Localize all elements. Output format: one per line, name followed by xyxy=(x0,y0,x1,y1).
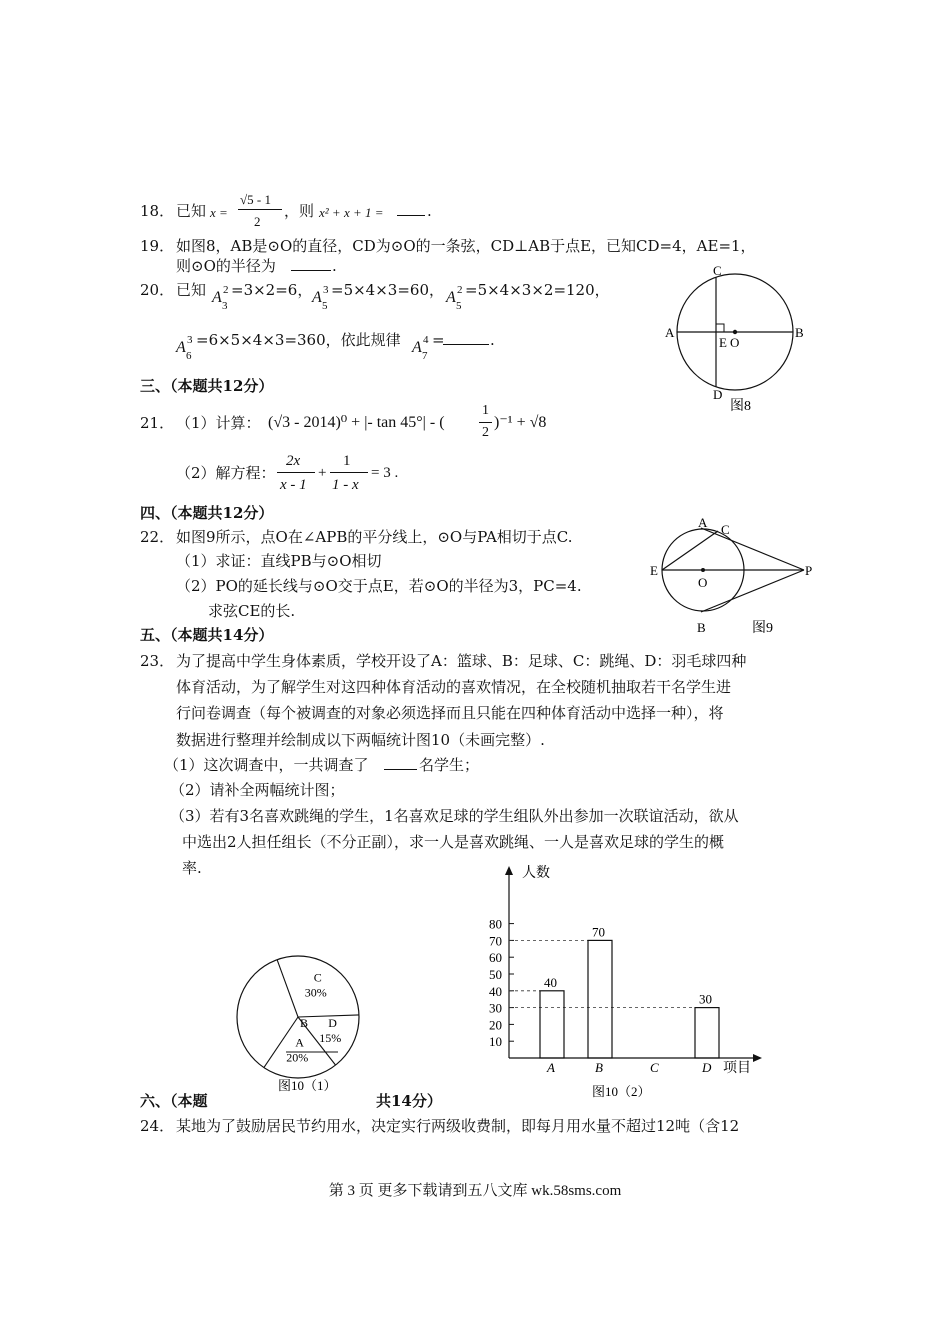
q22-part2-cont: 求弦CE的长. xyxy=(208,602,296,620)
section-5-title: 五、（本题共14分） xyxy=(140,626,274,644)
fig9-label-e: E xyxy=(650,563,658,578)
q20-a2-sub: 5 xyxy=(322,300,328,312)
bar-b xyxy=(588,940,612,1058)
q18-expression: x² + x + 1 = xyxy=(319,205,384,220)
q18-text-b: ，则 xyxy=(284,202,315,220)
fig8-caption: 图8 xyxy=(730,399,751,414)
bar-chart xyxy=(480,858,780,1103)
fig8-right-angle-mark xyxy=(716,324,724,332)
section-3-title: 三、（本题共12分） xyxy=(140,377,274,395)
q21-frac2-bar xyxy=(330,472,368,473)
bar-category-b: B xyxy=(595,1060,603,1075)
fig9-label-b: B xyxy=(697,620,706,635)
q20-term4: =6×5×4×3=360，依此规律 xyxy=(196,331,401,349)
fig9-label-a: A xyxy=(698,515,708,530)
q20-a1-sup: 2 xyxy=(223,284,229,296)
bar-value-a: 40 xyxy=(544,974,557,990)
bar-category-a: A xyxy=(547,1060,555,1075)
q19-answer-blank[interactable] xyxy=(291,256,331,271)
pie-percent-d: 15% xyxy=(319,1031,342,1045)
q20-a1-letter: A xyxy=(212,289,222,306)
q21-frac2-numerator: 1 xyxy=(343,453,351,469)
bar-y-tick-label-30: 30 xyxy=(489,1000,502,1016)
q22-part1: （1）求证：直线PB与⊙O相切 xyxy=(176,552,382,570)
pie-label-b: B xyxy=(300,1016,309,1030)
pie-label-c: C xyxy=(313,970,322,985)
q20-a4-letter: A xyxy=(176,339,186,356)
pie-percent-a: 20% xyxy=(286,1050,309,1065)
q19-number: 19． xyxy=(140,237,175,255)
q24-line1: 某地为了鼓励居民节约用水，决定实行两级收费制，即每月用水量不超过12吨（含12 xyxy=(176,1117,740,1135)
figure-9 xyxy=(645,512,825,640)
q21-plus: + xyxy=(318,465,327,481)
q23-line4: 数据进行整理并绘制成以下两幅统计图10（未画完整）. xyxy=(176,731,545,749)
section-6-title-b: 共14分） xyxy=(376,1092,442,1110)
q20-a5-sup: 4 xyxy=(423,334,429,346)
q20-a3-sub: 5 xyxy=(456,300,462,312)
q21-half-denominator: 2 xyxy=(482,425,489,440)
q19-line2: 则⊙O的半径为 xyxy=(176,257,276,275)
fig9-label-c: C xyxy=(721,522,730,537)
fig9-label-p: P xyxy=(805,563,813,578)
q18-number: 18． xyxy=(140,202,175,220)
bar-value-b: 70 xyxy=(592,924,605,940)
bar-y-tick-label-60: 60 xyxy=(489,950,502,966)
bar-x-axis-label: 项目 xyxy=(723,1061,751,1076)
q20-a2-letter: A xyxy=(312,289,322,306)
bar-value-d: 30 xyxy=(699,991,712,1007)
q23-sub3-line1: （3）若有3名喜欢跳绳的学生，1名喜欢足球的学生组队外出参加一次联谊活动，欲从 xyxy=(170,807,739,825)
q23-sub2: （2）请补全两幅统计图； xyxy=(170,781,345,799)
bar-a xyxy=(540,991,564,1058)
q23-sub3-line3: 率. xyxy=(182,859,202,877)
bar-y-tick-label-80: 80 xyxy=(489,916,502,932)
q20-a5-sub: 7 xyxy=(422,350,428,362)
q21-expr1: (√3 - 2014)⁰ + |- tan 45°| - ( xyxy=(268,414,445,431)
q20-a4-sup: 3 xyxy=(187,334,193,346)
bar-y-tick-label-20: 20 xyxy=(489,1017,502,1033)
page-footer: 第 3 页 更多下载请到五八文库 wk.58sms.com xyxy=(328,1183,622,1199)
fig8-label-d: D xyxy=(713,387,723,402)
q21-frac1-bar xyxy=(277,472,315,473)
q20-term1: =3×2=6， xyxy=(231,281,313,299)
fig8-label-o: O xyxy=(730,335,740,350)
q20-a4-sub: 6 xyxy=(186,350,192,362)
q20-a5-letter: A xyxy=(412,339,422,356)
q22-line1: 如图9所示，点O在∠APB的平分线上，⊙O与PA相切于点C. xyxy=(176,528,573,546)
q23-line1: 为了提高中学生身体素质，学校开设了A：篮球、B：足球、C：跳绳、D：羽毛球四种 xyxy=(176,652,747,670)
pie-percent-c: 30% xyxy=(304,985,327,1000)
fig9-chord-ce xyxy=(662,531,718,570)
q21-expr1b: )⁻¹ + √8 xyxy=(494,414,547,431)
fig9-center-dot xyxy=(701,568,705,572)
q18-fraction-numerator: √5 - 1 xyxy=(240,192,271,207)
pie-label-a: A xyxy=(295,1035,304,1050)
q22-part2: （2）PO的延长线与⊙O交于点E，若⊙O的半径为3，PC=4. xyxy=(176,577,582,595)
q18-answer-blank[interactable] xyxy=(397,201,425,216)
q20-a2-sup: 3 xyxy=(323,284,329,296)
q23-sub1-blank[interactable] xyxy=(384,755,417,770)
fig9-line-pa xyxy=(701,528,804,570)
q21-part1-label: （1）计算： xyxy=(176,414,261,432)
q23-sub3-line2: 中选出2人担任组长（不分正副），求一人是喜欢跳绳、一人是喜欢足球的学生的概 xyxy=(182,833,725,851)
bar-y-axis-label: 人数 xyxy=(522,866,550,881)
fig8-center-dot xyxy=(733,330,737,334)
bar-y-tick-label-50: 50 xyxy=(489,967,502,982)
fig8-label-b: B xyxy=(795,325,804,340)
q23-line3: 行问卷调查（每个被调查的对象必须选择而且只能在四种体育活动中选择一种），将 xyxy=(176,704,724,722)
q18-text-a: 已知 xyxy=(176,202,207,220)
fig8-label-c: C xyxy=(713,263,722,278)
bar-y-tick-label-70: 70 xyxy=(489,933,502,949)
bar-d xyxy=(695,1008,719,1058)
q20-a3-sup: 2 xyxy=(457,284,463,296)
pie-chart xyxy=(220,940,390,1095)
bar-y-tick-label-10: 10 xyxy=(489,1034,502,1050)
q18-fraction-bar xyxy=(238,209,282,210)
fig9-caption: 图9 xyxy=(752,621,773,636)
section-4-title: 四、（本题共12分） xyxy=(140,504,274,522)
q21-frac1-numerator: 2x xyxy=(286,453,301,469)
q18-fraction-denominator: 2 xyxy=(254,214,261,229)
q23-sub1: （1）这次调查中，一共调查了 xyxy=(164,756,369,774)
q20-answer-blank[interactable] xyxy=(443,330,489,345)
q24-number: 24． xyxy=(140,1117,175,1135)
q23-number: 23． xyxy=(140,652,175,670)
q20-term3: =5×4×3×2=120， xyxy=(465,281,610,299)
q18-x-lhs: x = xyxy=(210,205,228,220)
q19-period: . xyxy=(332,257,337,275)
q21-rhs: = 3 . xyxy=(371,465,399,481)
q22-number: 22． xyxy=(140,528,175,546)
fig9-label-o: O xyxy=(698,575,708,590)
q20-text-a: 已知 xyxy=(176,281,207,299)
pie-slice-boundary-3 xyxy=(277,960,298,1017)
q20-equals: = xyxy=(432,331,445,349)
q21-half-numerator: 1 xyxy=(482,403,489,418)
bar-caption: 图10（2） xyxy=(592,1084,651,1099)
q20-number: 20． xyxy=(140,281,175,299)
q21-number: 21． xyxy=(140,414,175,432)
q23-sub1-tail: 名学生； xyxy=(419,756,480,774)
bar-category-c: C xyxy=(650,1060,659,1075)
figure-8 xyxy=(660,262,810,422)
section-6-title-a: 六、（本题 xyxy=(140,1092,208,1110)
fig8-label-e: E xyxy=(719,335,727,350)
q18-period: . xyxy=(427,202,432,220)
fig9-line-pb xyxy=(701,570,804,612)
bar-category-d: D xyxy=(702,1060,712,1075)
bar-x-axis-arrow xyxy=(753,1054,762,1062)
bar-y-tick-label-40: 40 xyxy=(489,983,502,999)
bar-y-axis-arrow xyxy=(505,866,513,875)
q21-frac2-denominator: 1 - x xyxy=(332,477,359,493)
q20-a3-letter: A xyxy=(446,289,456,306)
pie-label-d: D xyxy=(328,1016,337,1030)
q20-term2: =5×4×3=60， xyxy=(331,281,444,299)
q23-line2: 体育活动，为了解学生对这四种体育活动的喜欢情况，在全校随机抽取若干名学生进 xyxy=(176,678,732,696)
q19-line1: 如图8，AB是⊙O的直径，CD为⊙O的一条弦，CD⊥AB于点E，已知CD=4，AE=1， xyxy=(176,237,756,255)
q20-a1-sub: 3 xyxy=(222,300,228,312)
q21-frac1-denominator: x - 1 xyxy=(280,477,307,493)
pie-caption: 图10（1） xyxy=(278,1078,337,1093)
fig8-label-a: A xyxy=(665,325,675,340)
q20-period: . xyxy=(490,331,495,349)
q21-part2-label: （2）解方程： xyxy=(176,464,276,482)
